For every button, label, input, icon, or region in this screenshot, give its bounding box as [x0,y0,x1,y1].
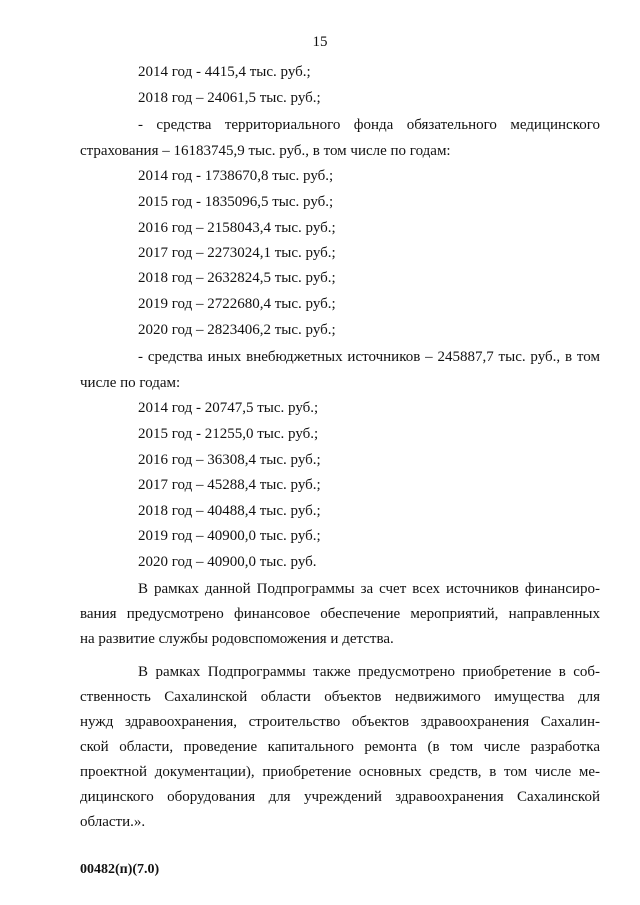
text-line: ской области, проведение капитального ремонта (в том числе разработка [80,739,600,755]
text-line: области.». [80,814,146,830]
text-line: 2019 год – 40900,0 тыс. руб.; [138,528,321,544]
document-code: 00482(п)(7.0) [80,862,160,877]
text-line: 2016 год – 36308,4 тыс. руб.; [138,452,321,468]
text-line: нужд здравоохранения, строительство объектов здравоохранения Сахалин- [80,714,600,730]
text-line: числе по годам: [80,375,181,391]
text-line: 2014 год - 4415,4 тыс. руб.; [138,64,311,80]
text-line: 2018 год – 40488,4 тыс. руб.; [138,503,321,519]
text-line: страхования – 16183745,9 тыс. руб., в том числе по годам: [80,143,451,159]
page-number: 15 [312,34,328,50]
text-line: В рамках данной Подпрограммы за счет всех источников финансиро- [138,581,600,597]
text-line: 2017 год – 45288,4 тыс. руб.; [138,477,321,493]
text-line: 2018 год – 24061,5 тыс. руб.; [138,90,321,106]
text-line: 2019 год – 2722680,4 тыс. руб.; [138,296,336,312]
text-line: 2020 год – 40900,0 тыс. руб. [138,554,317,570]
text-line: 2016 год – 2158043,4 тыс. руб.; [138,220,336,236]
text-line: В рамках Подпрограммы также предусмотрено приобретение в соб- [138,664,600,680]
text-line: 2017 год – 2273024,1 тыс. руб.; [138,245,336,261]
text-line: 2014 год - 1738670,8 тыс. руб.; [138,168,334,184]
text-line: 2020 год – 2823406,2 тыс. руб.; [138,322,336,338]
text-line: вания предусмотрено финансовое обеспечение мероприятий, направленных [80,606,600,622]
text-line: - средства территориального фонда обязательного медицинского [138,117,600,133]
text-line: на развитие службы родовспоможения и детства. [80,631,394,647]
text-line: 2014 год - 20747,5 тыс. руб.; [138,400,319,416]
text-line: 2015 год - 1835096,5 тыс. руб.; [138,194,334,210]
text-line: - средства иных внебюджетных источников – 245887,7 тыс. руб., в том [138,349,600,365]
text-line: ственность Сахалинской области объектов недвижимого имущества для [80,689,600,705]
text-line: дицинского оборудования для учреждений здравоохранения Сахалинской [80,789,600,805]
text-line: 2018 год – 2632824,5 тыс. руб.; [138,270,336,286]
text-line: 2015 год - 21255,0 тыс. руб.; [138,426,319,442]
text-line: проектной документации), приобретение основных средств, в том числе ме- [80,764,600,780]
